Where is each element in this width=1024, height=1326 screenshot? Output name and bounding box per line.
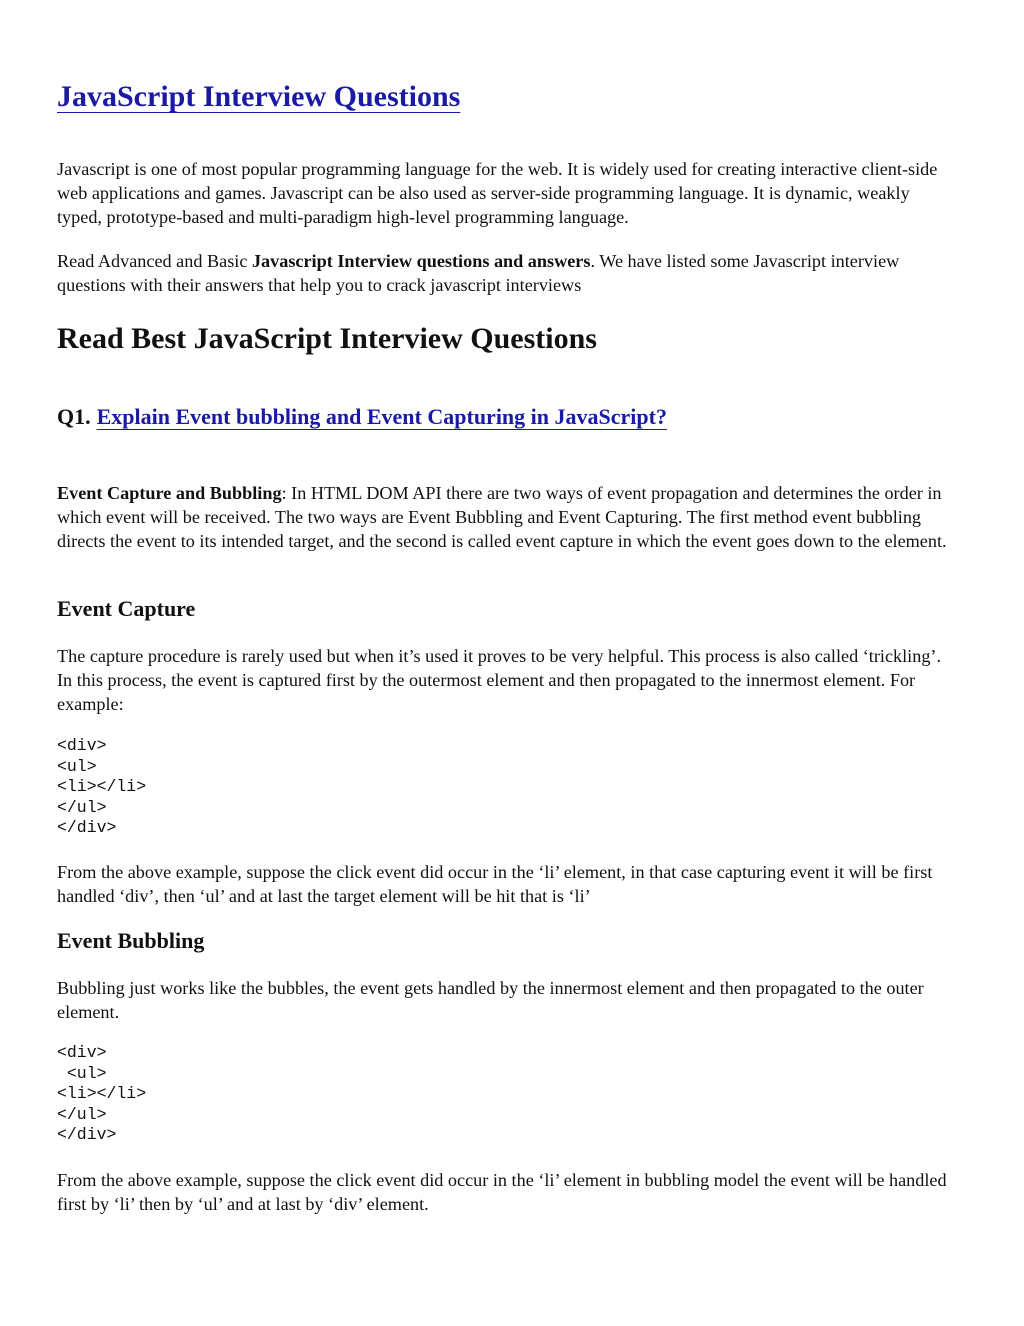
intro-read-bold: Javascript Interview questions and answers	[251, 251, 591, 271]
intro-paragraph: Javascript is one of most popular programming language for the web. It is widely used for creating interactive client-side web applications and games. Javascript can be also used as server-side programming language. It is dynamic, weakly typed, prototype-based and multi-paradigm high-level programming language.	[57, 159, 938, 227]
capture-bubbling-text: : In HTML DOM API there are two ways of event propagation and determines the order in which event will be received. The two ways are Event Bubbling and Event Capturing. The first method event bubbling directs the event to its intended target, and the second is called event capture in which the event goes down to the element.	[57, 483, 947, 551]
question-link[interactable]: Explain Event bubbling and Event Capturing in JavaScript?	[96, 404, 667, 429]
question-heading	[57, 404, 667, 430]
event-capture-after-paragraph: From the above example, suppose the click event did occur in the ‘li’ element, in that case capturing event it will be first handled ‘div’, then ‘ul’ and at last the target element will be hit that is ‘li’	[57, 862, 933, 906]
capture-bubbling-paragraph	[57, 481, 957, 553]
event-capture-paragraph: The capture procedure is rarely used but when it’s used it proves to be very helpful. This process is also called ‘trickling’. In this process, the event is captured first by the outermost element and then propagated to the innermost element. For example:	[57, 646, 942, 714]
event-bubbling-heading: Event Bubbling	[57, 928, 205, 953]
intro-read-text-end: . We have listed some Javascript interview questions with their answers that help you to crack javascript interviews	[57, 251, 900, 295]
event-bubbling-paragraph: Bubbling just works like the bubbles, the event gets handled by the innermost element and then propagated to the outer element.	[57, 978, 924, 1022]
question-number: Q1.	[57, 404, 91, 429]
capture-bubbling-bold: Event Capture and Bubbling	[57, 483, 282, 503]
event-bubbling-after-paragraph: From the above example, suppose the click event did occur in the ‘li’ element in bubbling model the event will be handled first by ‘li’ then by ‘ul’ and at last by ‘div’ element.	[57, 1170, 947, 1214]
event-capture-code: <div> <ul> <li></li> </ul> </div>	[57, 736, 147, 837]
event-bubbling-code: <div> <ul> <li></li> </ul> </div>	[57, 1043, 147, 1144]
intro-read-text: Read Advanced and Basic	[57, 251, 252, 271]
event-capture-heading: Event Capture	[57, 596, 196, 621]
section-heading: Read Best JavaScript Interview Questions	[57, 322, 597, 355]
page-title-link[interactable]: JavaScript Interview Questions	[57, 80, 461, 113]
intro-read-paragraph	[57, 249, 957, 297]
